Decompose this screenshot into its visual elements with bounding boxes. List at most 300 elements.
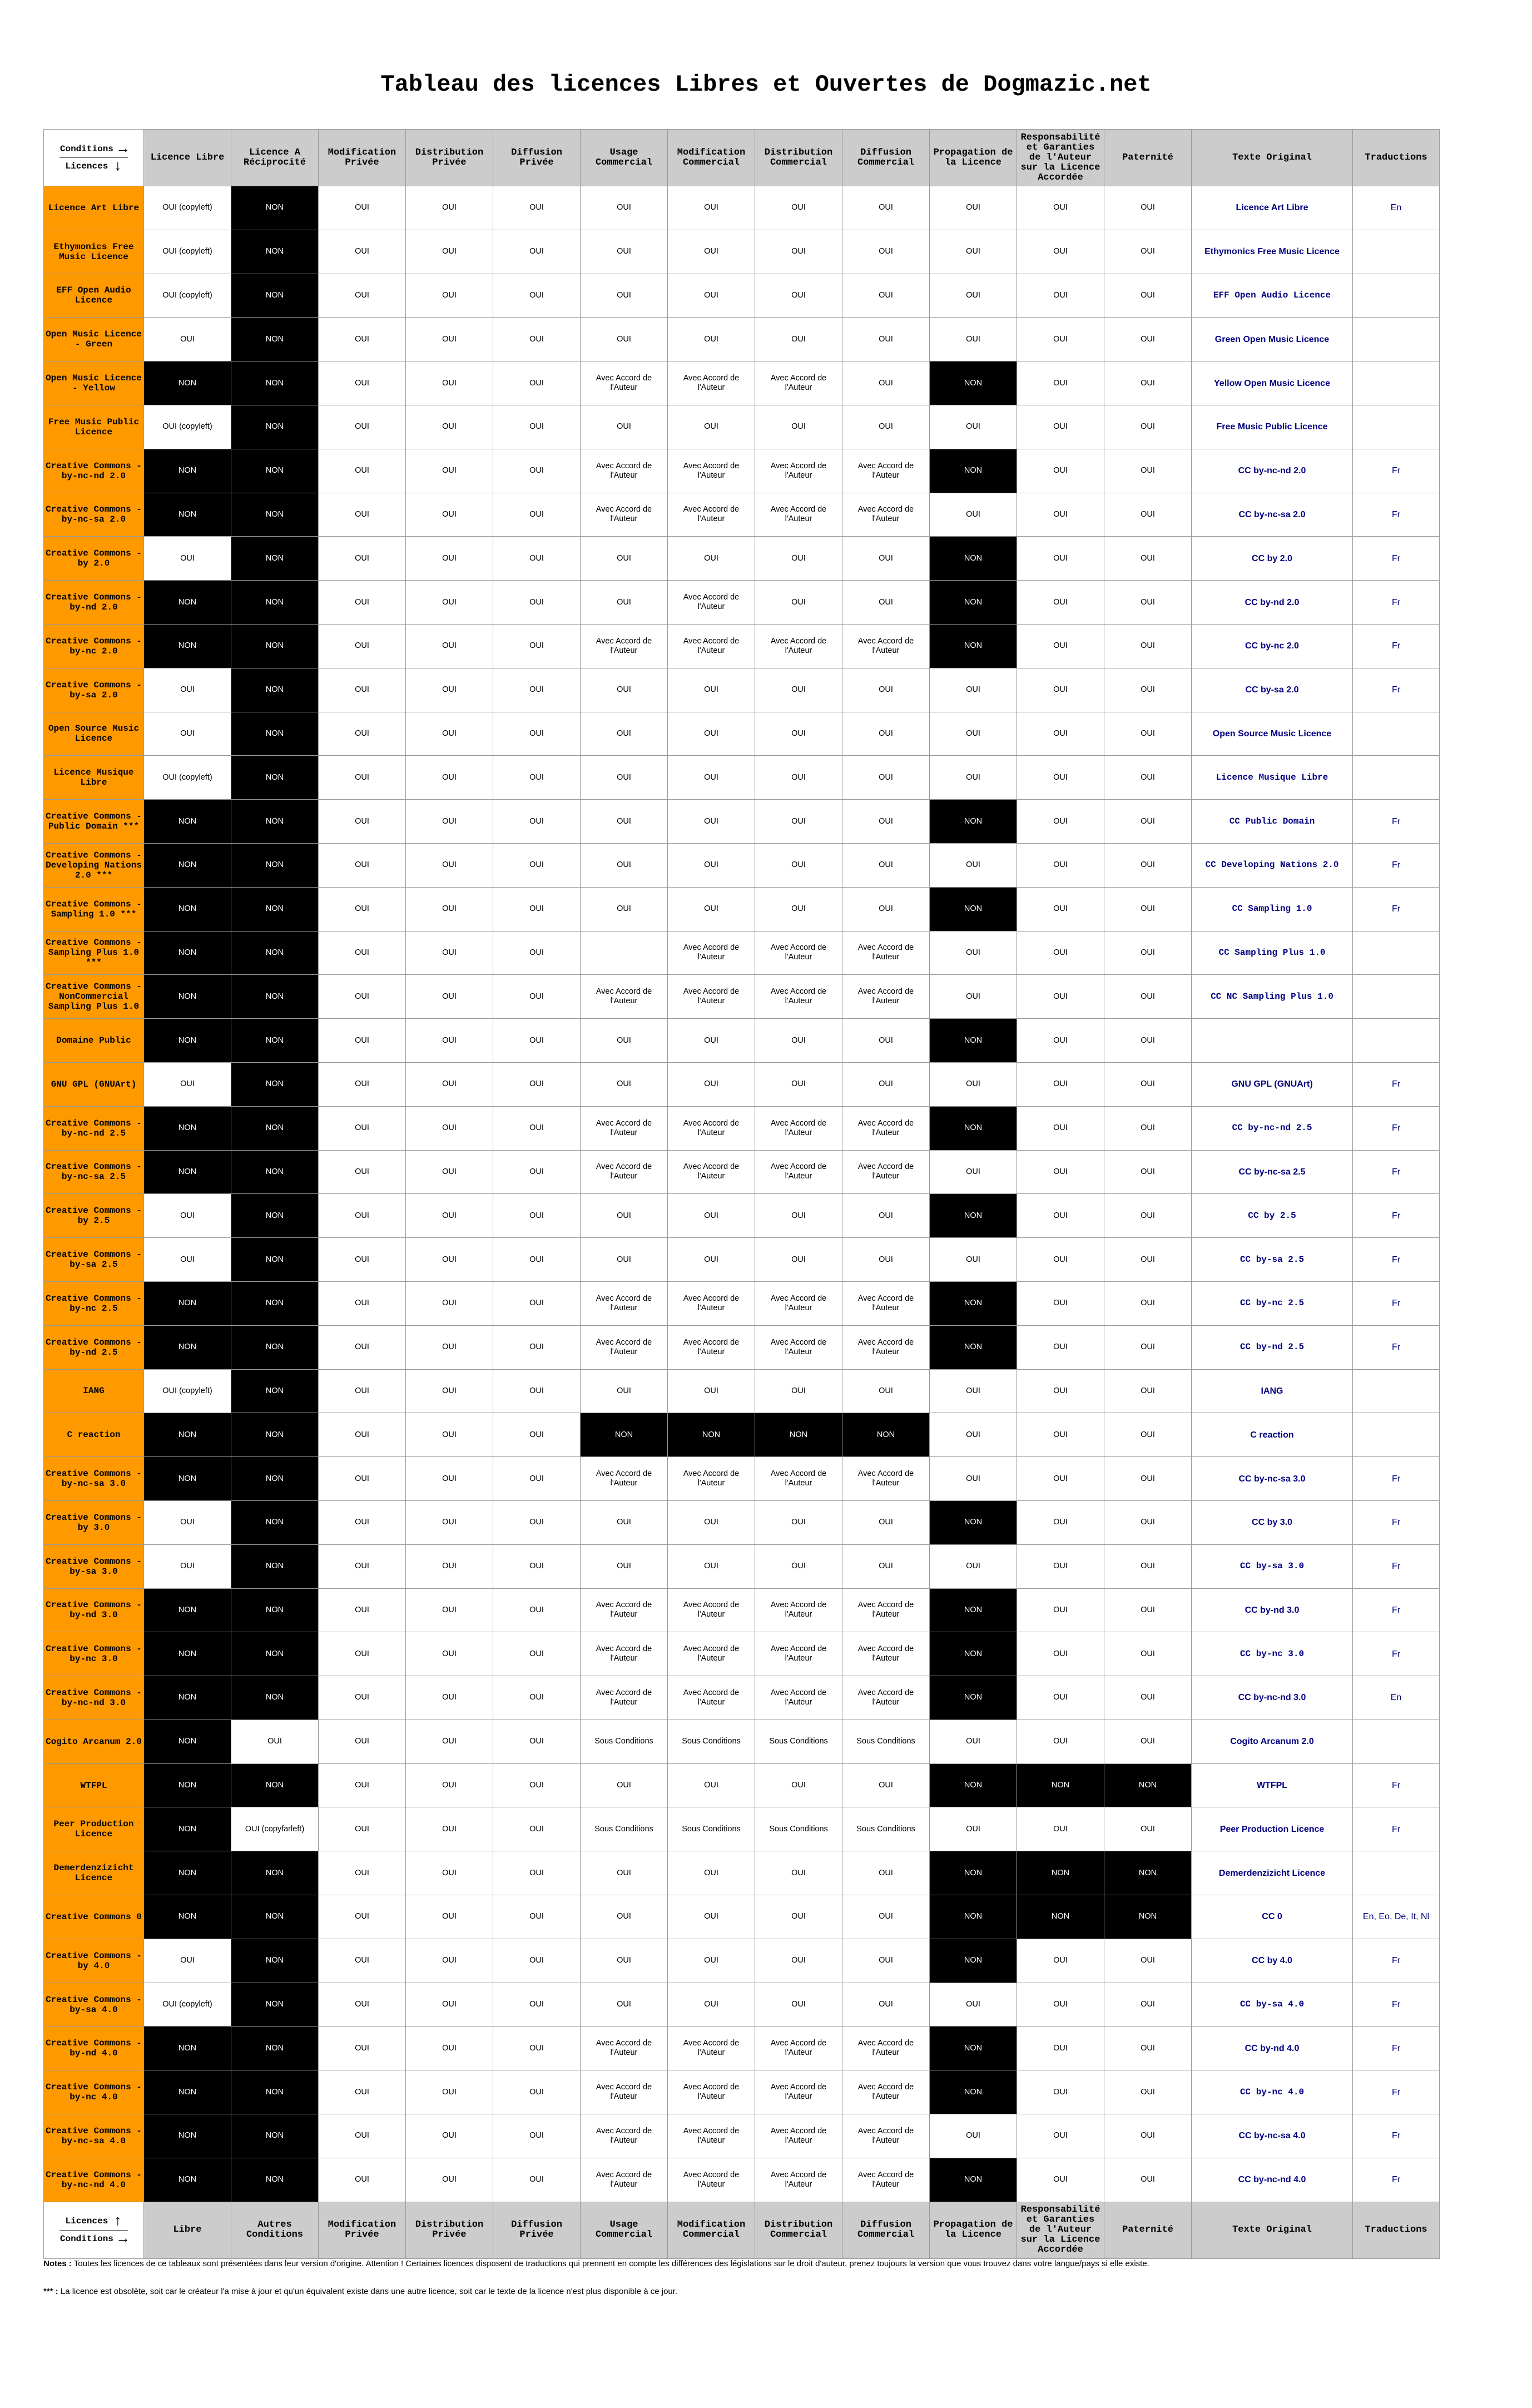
- condition-cell: Avec Accord de l'Auteur: [581, 1676, 668, 1720]
- original-text-link[interactable]: CC 0: [1192, 1895, 1353, 1939]
- translation-link[interactable]: Fr: [1353, 1939, 1440, 1983]
- condition-cell: OUI: [493, 2027, 581, 2070]
- condition-cell: OUI: [406, 1895, 493, 1939]
- table-row: [44, 1851, 1440, 1895]
- translation-link[interactable]: Fr: [1353, 1763, 1440, 1807]
- original-text-link[interactable]: CC Developing Nations 2.0: [1192, 843, 1353, 887]
- table-row: [44, 975, 1440, 1019]
- licence-name: Creative Commons - by-nc-nd 4.0: [44, 2158, 144, 2202]
- translation-link[interactable]: Fr: [1353, 843, 1440, 887]
- table-row: [44, 1720, 1440, 1763]
- original-text-link[interactable]: CC by-nd 2.5: [1192, 1325, 1353, 1369]
- table-row: [44, 800, 1440, 844]
- table-row: [44, 1763, 1440, 1807]
- arrow-right-icon: →: [118, 2230, 128, 2247]
- translation-link[interactable]: Fr: [1353, 1150, 1440, 1194]
- table-row: [44, 449, 1440, 493]
- condition-cell: OUI: [406, 1720, 493, 1763]
- original-text-link[interactable]: CC Sampling 1.0: [1192, 887, 1353, 931]
- condition-cell: OUI: [842, 800, 930, 844]
- original-text-link[interactable]: CC by 2.0: [1192, 537, 1353, 581]
- licence-name: Creative Commons - by-nc-sa 3.0: [44, 1457, 144, 1501]
- condition-cell: OUI: [842, 1238, 930, 1282]
- condition-cell: NON: [231, 975, 319, 1019]
- licence-name: Creative Commons - by-nc 3.0: [44, 1632, 144, 1676]
- translation-link[interactable]: Fr: [1353, 668, 1440, 712]
- condition-cell: Avec Accord de l'Auteur: [668, 1457, 755, 1501]
- condition-cell: Avec Accord de l'Auteur: [755, 1106, 842, 1150]
- original-text-link[interactable]: C reaction: [1192, 1413, 1353, 1457]
- condition-cell: OUI: [144, 1238, 231, 1282]
- condition-cell: NON: [231, 493, 319, 537]
- licence-name: Creative Commons - by-nc-nd 3.0: [44, 1676, 144, 1720]
- table-row: [44, 2114, 1440, 2158]
- table-body: [44, 186, 1440, 2202]
- condition-cell: NON: [231, 318, 319, 361]
- condition-cell: OUI: [755, 274, 842, 318]
- condition-cell: OUI: [493, 975, 581, 1019]
- translation-link[interactable]: Fr: [1353, 2158, 1440, 2202]
- condition-cell: OUI: [319, 1544, 406, 1588]
- condition-cell: NON: [231, 2027, 319, 2070]
- condition-cell: OUI: [842, 361, 930, 405]
- condition-cell: OUI: [406, 1676, 493, 1720]
- condition-cell: OUI: [668, 1544, 755, 1588]
- condition-cell: NON: [930, 1632, 1017, 1676]
- condition-cell: Avec Accord de l'Auteur: [842, 2158, 930, 2202]
- condition-cell: NON: [930, 2070, 1017, 2114]
- condition-cell: Avec Accord de l'Auteur: [668, 975, 755, 1019]
- condition-cell: OUI: [319, 1062, 406, 1106]
- condition-cell: OUI: [1104, 1807, 1192, 1851]
- condition-cell: NON: [1017, 1763, 1104, 1807]
- translation-link[interactable]: Fr: [1353, 1544, 1440, 1588]
- condition-cell: OUI: [406, 712, 493, 756]
- condition-cell: OUI: [493, 1457, 581, 1501]
- condition-cell: OUI: [1104, 1457, 1192, 1501]
- condition-cell: OUI: [406, 931, 493, 975]
- original-text-link[interactable]: CC by 4.0: [1192, 1939, 1353, 1983]
- condition-cell: OUI: [144, 668, 231, 712]
- column-footer: Texte Original: [1192, 2202, 1353, 2258]
- condition-cell: Avec Accord de l'Auteur: [668, 361, 755, 405]
- condition-cell: OUI: [842, 230, 930, 274]
- original-text-link[interactable]: CC Public Domain: [1192, 800, 1353, 844]
- column-header: Propagation de la Licence: [930, 130, 1017, 186]
- condition-cell: OUI: [581, 887, 668, 931]
- condition-cell: OUI: [1104, 1588, 1192, 1632]
- condition-cell: OUI: [406, 318, 493, 361]
- condition-cell: OUI: [1017, 318, 1104, 361]
- licence-name: Open Music Licence - Green: [44, 318, 144, 361]
- condition-cell: OUI: [319, 581, 406, 625]
- table-row: [44, 1983, 1440, 2027]
- condition-cell: OUI: [581, 1939, 668, 1983]
- condition-cell: OUI: [1104, 1150, 1192, 1194]
- condition-cell: OUI: [406, 1807, 493, 1851]
- condition-cell: OUI (copyleft): [144, 274, 231, 318]
- condition-cell: NON: [930, 1763, 1017, 1807]
- table-row: [44, 887, 1440, 931]
- table-row: [44, 1369, 1440, 1413]
- condition-cell: OUI: [930, 1720, 1017, 1763]
- condition-cell: OUI: [231, 1720, 319, 1763]
- condition-cell: OUI: [842, 537, 930, 581]
- translation-link[interactable]: Fr: [1353, 1281, 1440, 1325]
- condition-cell: Avec Accord de l'Auteur: [755, 1457, 842, 1501]
- condition-cell: Avec Accord de l'Auteur: [755, 624, 842, 668]
- condition-cell: OUI: [319, 1632, 406, 1676]
- condition-cell: OUI: [1017, 405, 1104, 449]
- condition-cell: OUI: [406, 843, 493, 887]
- original-text-link[interactable]: CC by 3.0: [1192, 1500, 1353, 1544]
- licence-name: Creative Commons - Sampling Plus 1.0 ***: [44, 931, 144, 975]
- condition-cell: OUI: [1104, 1500, 1192, 1544]
- table-row: [44, 1632, 1440, 1676]
- licence-name: Creative Commons 0: [44, 1895, 144, 1939]
- condition-cell: OUI: [406, 756, 493, 800]
- condition-cell: OUI: [755, 712, 842, 756]
- condition-cell: NON: [144, 1807, 231, 1851]
- condition-cell: OUI: [842, 1895, 930, 1939]
- licence-name: Creative Commons - by-nc-nd 2.5: [44, 1106, 144, 1150]
- condition-cell: OUI: [1017, 1325, 1104, 1369]
- original-text-link[interactable]: Licence Musique Libre: [1192, 756, 1353, 800]
- condition-cell: OUI: [493, 318, 581, 361]
- condition-cell: NON: [231, 1939, 319, 1983]
- condition-cell: OUI: [581, 581, 668, 625]
- condition-cell: Sous Conditions: [668, 1807, 755, 1851]
- original-text-link[interactable]: Ethymonics Free Music Licence: [1192, 230, 1353, 274]
- condition-cell: OUI: [319, 1325, 406, 1369]
- condition-cell: OUI: [493, 1983, 581, 2027]
- condition-cell: OUI: [493, 1763, 581, 1807]
- original-text-link[interactable]: IANG: [1192, 1369, 1353, 1413]
- condition-cell: OUI: [930, 405, 1017, 449]
- translation-link[interactable]: Fr: [1353, 2114, 1440, 2158]
- condition-cell: OUI: [1017, 581, 1104, 625]
- original-text-link[interactable]: Free Music Public Licence: [1192, 405, 1353, 449]
- condition-cell: OUI: [668, 712, 755, 756]
- condition-cell: Avec Accord de l'Auteur: [581, 2158, 668, 2202]
- translation-link[interactable]: Fr: [1353, 887, 1440, 931]
- original-text-link[interactable]: CC by-nc-sa 4.0: [1192, 2114, 1353, 2158]
- original-text-link[interactable]: Peer Production Licence: [1192, 1807, 1353, 1851]
- corner-conditions-label: Conditions: [60, 144, 113, 154]
- table-row: [44, 1588, 1440, 1632]
- condition-cell: OUI: [406, 1588, 493, 1632]
- condition-cell: OUI: [319, 2070, 406, 2114]
- condition-cell: Avec Accord de l'Auteur: [755, 1632, 842, 1676]
- condition-cell: NON: [144, 2027, 231, 2070]
- page-title: Tableau des licences Libres et Ouvertes de Dogmazic.net: [380, 71, 1152, 98]
- translation-link[interactable]: Fr: [1353, 537, 1440, 581]
- translation-link[interactable]: Fr: [1353, 1062, 1440, 1106]
- condition-cell: OUI: [1104, 1106, 1192, 1150]
- condition-cell: OUI: [930, 1457, 1017, 1501]
- condition-cell: Avec Accord de l'Auteur: [842, 1106, 930, 1150]
- condition-cell: NON: [231, 1895, 319, 1939]
- licence-name: Creative Commons - by-nd 4.0: [44, 2027, 144, 2070]
- original-text-link[interactable]: CC by-nc-nd 3.0: [1192, 1676, 1353, 1720]
- condition-cell: NON: [231, 1106, 319, 1150]
- translation-link[interactable]: Fr: [1353, 1500, 1440, 1544]
- licence-name: Creative Commons - by-nd 2.0: [44, 581, 144, 625]
- original-text-link[interactable]: CC by-nc 2.5: [1192, 1281, 1353, 1325]
- condition-cell: Avec Accord de l'Auteur: [668, 2158, 755, 2202]
- translation-link[interactable]: En: [1353, 1676, 1440, 1720]
- condition-cell: OUI: [668, 1500, 755, 1544]
- licence-name: Creative Commons - by-nc-sa 2.0: [44, 493, 144, 537]
- condition-cell: Avec Accord de l'Auteur: [668, 1588, 755, 1632]
- condition-cell: OUI: [1104, 493, 1192, 537]
- licence-name: Creative Commons - by-nc 2.0: [44, 624, 144, 668]
- column-footer: Usage Commercial: [581, 2202, 668, 2258]
- original-text-link[interactable]: Green Open Music Licence: [1192, 318, 1353, 361]
- condition-cell: NON: [231, 887, 319, 931]
- original-text-link[interactable]: CC by-nc-nd 2.5: [1192, 1106, 1353, 1150]
- original-text-link[interactable]: EFF Open Audio Licence: [1192, 274, 1353, 318]
- condition-cell: OUI: [493, 931, 581, 975]
- condition-cell: OUI: [406, 1062, 493, 1106]
- original-text-link[interactable]: CC by-sa 2.5: [1192, 1238, 1353, 1282]
- condition-cell: NON: [144, 843, 231, 887]
- column-header: Usage Commercial: [581, 130, 668, 186]
- condition-cell: OUI: [1104, 712, 1192, 756]
- condition-cell: NON: [231, 1062, 319, 1106]
- condition-cell: NON: [144, 1720, 231, 1763]
- licence-name: Creative Commons - by-nc-nd 2.0: [44, 449, 144, 493]
- condition-cell: NON: [930, 1194, 1017, 1238]
- condition-cell: OUI: [842, 1369, 930, 1413]
- condition-cell: OUI: [493, 581, 581, 625]
- translation-link[interactable]: Fr: [1353, 1106, 1440, 1150]
- condition-cell: OUI: [1017, 1457, 1104, 1501]
- original-text-link[interactable]: CC NC Sampling Plus 1.0: [1192, 975, 1353, 1019]
- condition-cell: OUI: [842, 712, 930, 756]
- table-row: [44, 1238, 1440, 1282]
- condition-cell: OUI: [1104, 537, 1192, 581]
- condition-cell: OUI: [1017, 1281, 1104, 1325]
- table-row: [44, 405, 1440, 449]
- condition-cell: OUI: [668, 230, 755, 274]
- translation-link[interactable]: Fr: [1353, 1983, 1440, 2027]
- condition-cell: Avec Accord de l'Auteur: [668, 493, 755, 537]
- condition-cell: Avec Accord de l'Auteur: [755, 1676, 842, 1720]
- condition-cell: OUI: [406, 405, 493, 449]
- condition-cell: NON: [144, 1763, 231, 1807]
- condition-cell: OUI: [1017, 493, 1104, 537]
- condition-cell: OUI: [755, 1369, 842, 1413]
- condition-cell: OUI: [842, 1983, 930, 2027]
- original-text-link[interactable]: CC by-nc 4.0: [1192, 2070, 1353, 2114]
- condition-cell: OUI: [930, 186, 1017, 230]
- condition-cell: OUI: [755, 1500, 842, 1544]
- translation-link[interactable]: Fr: [1353, 800, 1440, 844]
- condition-cell: NON: [144, 1019, 231, 1063]
- table-row: [44, 1500, 1440, 1544]
- condition-cell: OUI: [668, 1939, 755, 1983]
- condition-cell: NON: [1017, 1895, 1104, 1939]
- original-text-link[interactable]: CC by-nc-sa 2.5: [1192, 1150, 1353, 1194]
- original-text-link[interactable]: CC by-nc-nd 4.0: [1192, 2158, 1353, 2202]
- licence-table: [43, 129, 1440, 2259]
- original-text-link[interactable]: CC by-nc-nd 2.0: [1192, 449, 1353, 493]
- footer-licences-label: Licences: [65, 2216, 108, 2227]
- original-text-link[interactable]: CC by-nd 4.0: [1192, 2027, 1353, 2070]
- condition-cell: Avec Accord de l'Auteur: [842, 975, 930, 1019]
- condition-cell: OUI: [930, 493, 1017, 537]
- translation-link: [1353, 756, 1440, 800]
- original-text-link[interactable]: Demerdenzizicht Licence: [1192, 1851, 1353, 1895]
- original-text-link[interactable]: Licence Art Libre: [1192, 186, 1353, 230]
- condition-cell: OUI: [1104, 1544, 1192, 1588]
- original-text-link[interactable]: CC by 2.5: [1192, 1194, 1353, 1238]
- original-text-link[interactable]: CC by-nc 3.0: [1192, 1632, 1353, 1676]
- translation-link[interactable]: Fr: [1353, 449, 1440, 493]
- condition-cell: OUI: [406, 975, 493, 1019]
- condition-cell: Avec Accord de l'Auteur: [755, 1150, 842, 1194]
- original-text-link[interactable]: WTFPL: [1192, 1763, 1353, 1807]
- translation-link[interactable]: Fr: [1353, 493, 1440, 537]
- original-text-link[interactable]: CC by-nc-sa 3.0: [1192, 1457, 1353, 1501]
- table-row: [44, 1939, 1440, 1983]
- condition-cell: OUI: [581, 537, 668, 581]
- condition-cell: Avec Accord de l'Auteur: [755, 1281, 842, 1325]
- condition-cell: OUI: [144, 1194, 231, 1238]
- original-text-link[interactable]: CC by-sa 3.0: [1192, 1544, 1353, 1588]
- condition-cell: NON: [144, 2158, 231, 2202]
- translation-link[interactable]: Fr: [1353, 2027, 1440, 2070]
- translation-link[interactable]: En, Eo, De, It, Nl: [1353, 1895, 1440, 1939]
- condition-cell: OUI: [755, 537, 842, 581]
- original-text-link[interactable]: CC by-sa 4.0: [1192, 1983, 1353, 2027]
- original-text-link[interactable]: CC Sampling Plus 1.0: [1192, 931, 1353, 975]
- original-text-link[interactable]: CC by-nc 2.0: [1192, 624, 1353, 668]
- condition-cell: OUI: [493, 1238, 581, 1282]
- condition-cell: OUI: [493, 1194, 581, 1238]
- condition-cell: OUI (copyleft): [144, 1369, 231, 1413]
- condition-cell: OUI: [493, 1632, 581, 1676]
- condition-cell: OUI: [842, 1500, 930, 1544]
- original-text-link[interactable]: CC by-nd 2.0: [1192, 581, 1353, 625]
- condition-cell: OUI: [1104, 1983, 1192, 2027]
- condition-cell: NON: [144, 581, 231, 625]
- original-text-link[interactable]: GNU GPL (GNUArt): [1192, 1062, 1353, 1106]
- condition-cell: NON: [144, 1413, 231, 1457]
- condition-cell: OUI: [319, 668, 406, 712]
- condition-cell: Avec Accord de l'Auteur: [668, 1325, 755, 1369]
- condition-cell: Avec Accord de l'Auteur: [668, 581, 755, 625]
- notes: Notes : Toutes les licences de ce tableaux sont présentées dans leur version d'origine. Attention ! Certaines licences disposent de traductions qui prennent en compte les différences des législations sur le droit d'auteur, prenez toujours la version que vous trouvez dans votre langue/pays si elle existe.: [43, 2259, 1149, 2268]
- condition-cell: NON: [144, 1588, 231, 1632]
- condition-cell: OUI: [493, 1325, 581, 1369]
- condition-cell: OUI: [319, 1939, 406, 1983]
- translation-link[interactable]: Fr: [1353, 1807, 1440, 1851]
- licence-name: Cogito Arcanum 2.0: [44, 1720, 144, 1763]
- condition-cell: OUI: [493, 186, 581, 230]
- translation-link[interactable]: Fr: [1353, 1194, 1440, 1238]
- translation-link[interactable]: Fr: [1353, 1632, 1440, 1676]
- condition-cell: OUI: [406, 1939, 493, 1983]
- translation-link[interactable]: En: [1353, 186, 1440, 230]
- condition-cell: OUI: [319, 318, 406, 361]
- condition-cell: OUI: [406, 668, 493, 712]
- condition-cell: NON: [231, 1457, 319, 1501]
- condition-cell: OUI: [842, 405, 930, 449]
- translation-link[interactable]: Fr: [1353, 1238, 1440, 1282]
- condition-cell: OUI: [1017, 2114, 1104, 2158]
- licence-name: Creative Commons - Sampling 1.0 ***: [44, 887, 144, 931]
- condition-cell: Avec Accord de l'Auteur: [581, 1106, 668, 1150]
- original-text-link[interactable]: CC by-nd 3.0: [1192, 1588, 1353, 1632]
- translation-link: [1353, 975, 1440, 1019]
- condition-cell: NON: [930, 537, 1017, 581]
- condition-cell: OUI: [1104, 931, 1192, 975]
- condition-cell: OUI: [1104, 1632, 1192, 1676]
- condition-cell: OUI: [842, 1544, 930, 1588]
- condition-cell: OUI: [581, 1238, 668, 1282]
- condition-cell: OUI (copyleft): [144, 405, 231, 449]
- translation-link[interactable]: Fr: [1353, 1457, 1440, 1501]
- original-text-link[interactable]: Yellow Open Music Licence: [1192, 361, 1353, 405]
- condition-cell: NON: [144, 1325, 231, 1369]
- condition-cell: OUI: [930, 1413, 1017, 1457]
- condition-cell: OUI: [668, 1019, 755, 1063]
- licence-name: Creative Commons - by 3.0: [44, 1500, 144, 1544]
- licence-name: Creative Commons - Developing Nations 2.0 ***: [44, 843, 144, 887]
- condition-cell: Avec Accord de l'Auteur: [668, 931, 755, 975]
- footer-corner: [44, 2202, 144, 2258]
- condition-cell: OUI: [493, 1588, 581, 1632]
- condition-cell: OUI: [1017, 1983, 1104, 2027]
- condition-cell: OUI: [319, 537, 406, 581]
- condition-cell: [581, 931, 668, 975]
- condition-cell: NON: [144, 361, 231, 405]
- original-text-link[interactable]: Cogito Arcanum 2.0: [1192, 1720, 1353, 1763]
- condition-cell: OUI: [406, 1763, 493, 1807]
- original-text-link: [1192, 1019, 1353, 1063]
- condition-cell: OUI: [319, 186, 406, 230]
- condition-cell: OUI: [668, 800, 755, 844]
- condition-cell: Avec Accord de l'Auteur: [668, 2027, 755, 2070]
- condition-cell: OUI: [1017, 2070, 1104, 2114]
- condition-cell: OUI: [406, 1369, 493, 1413]
- condition-cell: NON: [231, 405, 319, 449]
- condition-cell: NON: [231, 361, 319, 405]
- condition-cell: Avec Accord de l'Auteur: [842, 931, 930, 975]
- translation-link[interactable]: Fr: [1353, 624, 1440, 668]
- condition-cell: OUI: [755, 1939, 842, 1983]
- original-text-link[interactable]: Open Source Music Licence: [1192, 712, 1353, 756]
- licence-name: Creative Commons - by-nd 3.0: [44, 1588, 144, 1632]
- translation-link[interactable]: Fr: [1353, 581, 1440, 625]
- condition-cell: OUI: [1017, 1194, 1104, 1238]
- condition-cell: OUI: [319, 887, 406, 931]
- condition-cell: OUI: [1017, 1369, 1104, 1413]
- condition-cell: NON: [755, 1413, 842, 1457]
- translation-link[interactable]: Fr: [1353, 1325, 1440, 1369]
- condition-cell: OUI: [319, 361, 406, 405]
- original-text-link[interactable]: CC by-sa 2.0: [1192, 668, 1353, 712]
- condition-cell: OUI: [755, 1062, 842, 1106]
- translation-link[interactable]: Fr: [1353, 2070, 1440, 2114]
- condition-cell: NON: [144, 975, 231, 1019]
- condition-cell: OUI: [406, 230, 493, 274]
- translation-link[interactable]: Fr: [1353, 1588, 1440, 1632]
- condition-cell: NON: [231, 668, 319, 712]
- original-text-link[interactable]: CC by-nc-sa 2.0: [1192, 493, 1353, 537]
